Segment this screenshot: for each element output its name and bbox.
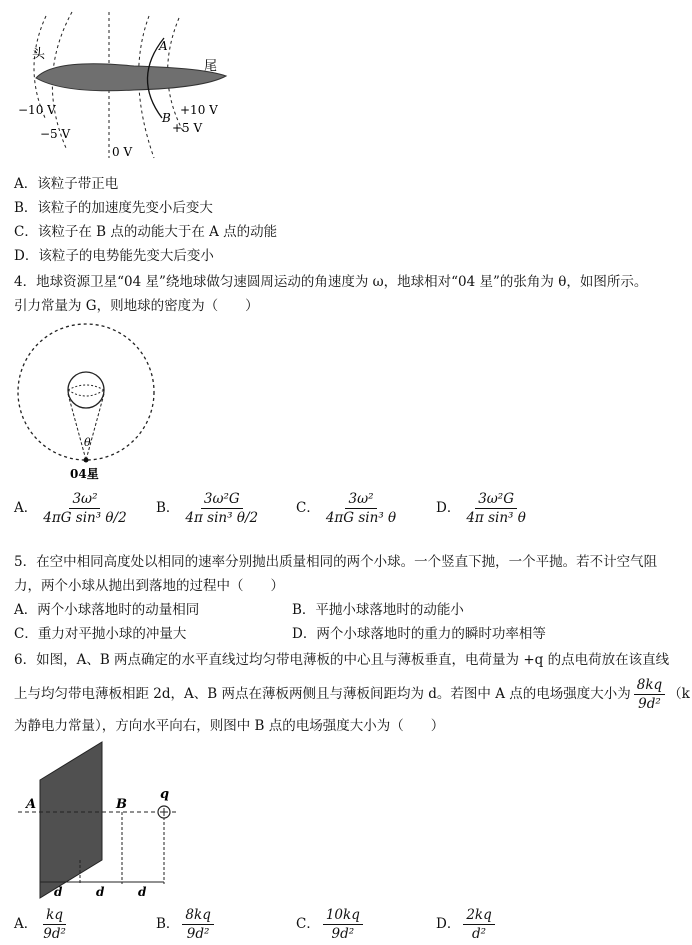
point-b-label: B (162, 111, 171, 125)
q6-stem-line2: 上与均匀带电薄板相距 2d，A、B 两点在薄板两侧且与薄板间距均为 d。若图中 A 点的电场强度大小为 $\frac{8kq}{\text{9d²}}$ （k (14, 677, 690, 712)
q6-stem-line3: 为静电力常量），方向水平向右，则图中 B 点的电场强度大小为（ ） (14, 718, 445, 734)
q6-option-b: B． $\frac{8kq}{\text{9d²}}$ (156, 906, 217, 943)
q4-stem-line2: 引力常量为 G，则地球的密度为（ ） (14, 298, 259, 314)
q5-option-c: C．重力对平抛小球的冲量大 (14, 626, 187, 642)
distance-d-1: d (54, 885, 63, 899)
point-a-label: A (159, 39, 168, 53)
q5-option-b: B．平抛小球落地时的动能小 (292, 602, 464, 618)
q3-option-b: B．该粒子的加速度先变小后变大 (14, 200, 213, 216)
q6-option-d: D． $\frac{2kq}{\text{d²}}$ (436, 906, 498, 943)
q6-option-c: C． $\frac{10kq}{\text{9d²}}$ (296, 906, 366, 943)
plate-point-a: A (26, 797, 37, 812)
q6-stem-line1: 6．如图，A、B 两点确定的水平直线过均匀带电薄板的中心且与薄板垂直，电荷量为 +q 的点电荷放在该直线 (14, 652, 670, 668)
tail-label: 尾 (204, 59, 218, 74)
potential-minus5: −5 V (40, 127, 71, 141)
q6-option-a: A． $\frac{kq}{\text{9d²}}$ (14, 907, 66, 942)
q4-option-d: D． $\frac{\text{3ω²G}}{\text{4π sin³ θ}}$ (436, 491, 526, 526)
q4-option-a: A． $\frac{\text{3ω²}}{\text{4πG sin³ θ/2}}$ (14, 491, 127, 526)
q4-option-b: B． $\frac{\text{3ω²G}}{\text{4π sin³ θ/2}}$ (156, 491, 259, 526)
distance-d-3: d (138, 885, 147, 899)
q5-option-d: D．两个小球落地时的重力的瞬时功率相等 (292, 626, 546, 642)
distance-d-2: d (96, 885, 105, 899)
potential-minus10: −10 V (18, 103, 56, 117)
satellite-label: 04星 (70, 467, 99, 481)
theta-label: θ (84, 436, 91, 449)
q3-option-c: C．该粒子在 B 点的动能大于在 A 点的动能 (14, 224, 278, 240)
q3-option-a: A．该粒子带正电 (14, 176, 119, 192)
q5-stem-line1: 5．在空中相同高度处以相同的速率分别抛出质量相同的两个小球。一个竖直下抛，一个平抛。若不计空气阻 (14, 554, 658, 570)
satellite-orbit-figure (14, 322, 164, 486)
charge-q-label: q (160, 787, 170, 802)
electric-fish-figure (14, 8, 244, 168)
q5-stem-line2: 力，两个小球从抛出到落地的过程中（ ） (14, 578, 284, 594)
charged-plate-figure (14, 740, 194, 904)
q4-option-c: C． $\frac{\text{3ω²}}{\text{4πG sin³ θ}}$ (296, 491, 397, 526)
potential-plus10: +10 V (180, 103, 218, 117)
plate-point-b: B (116, 797, 127, 812)
q3-option-d: D．该粒子的电势能先变大后变小 (14, 248, 214, 264)
potential-zero: 0 V (112, 145, 133, 159)
potential-plus5: +5 V (172, 121, 203, 135)
q5-option-a: A．两个小球落地时的动量相同 (14, 602, 200, 618)
head-label: 头 (32, 47, 46, 62)
q4-stem-line1: 4．地球资源卫星“04 星”绕地球做匀速圆周运动的角速度为 ω，地球相对“04 星”的张角为 θ，如图所示。 (14, 274, 648, 290)
